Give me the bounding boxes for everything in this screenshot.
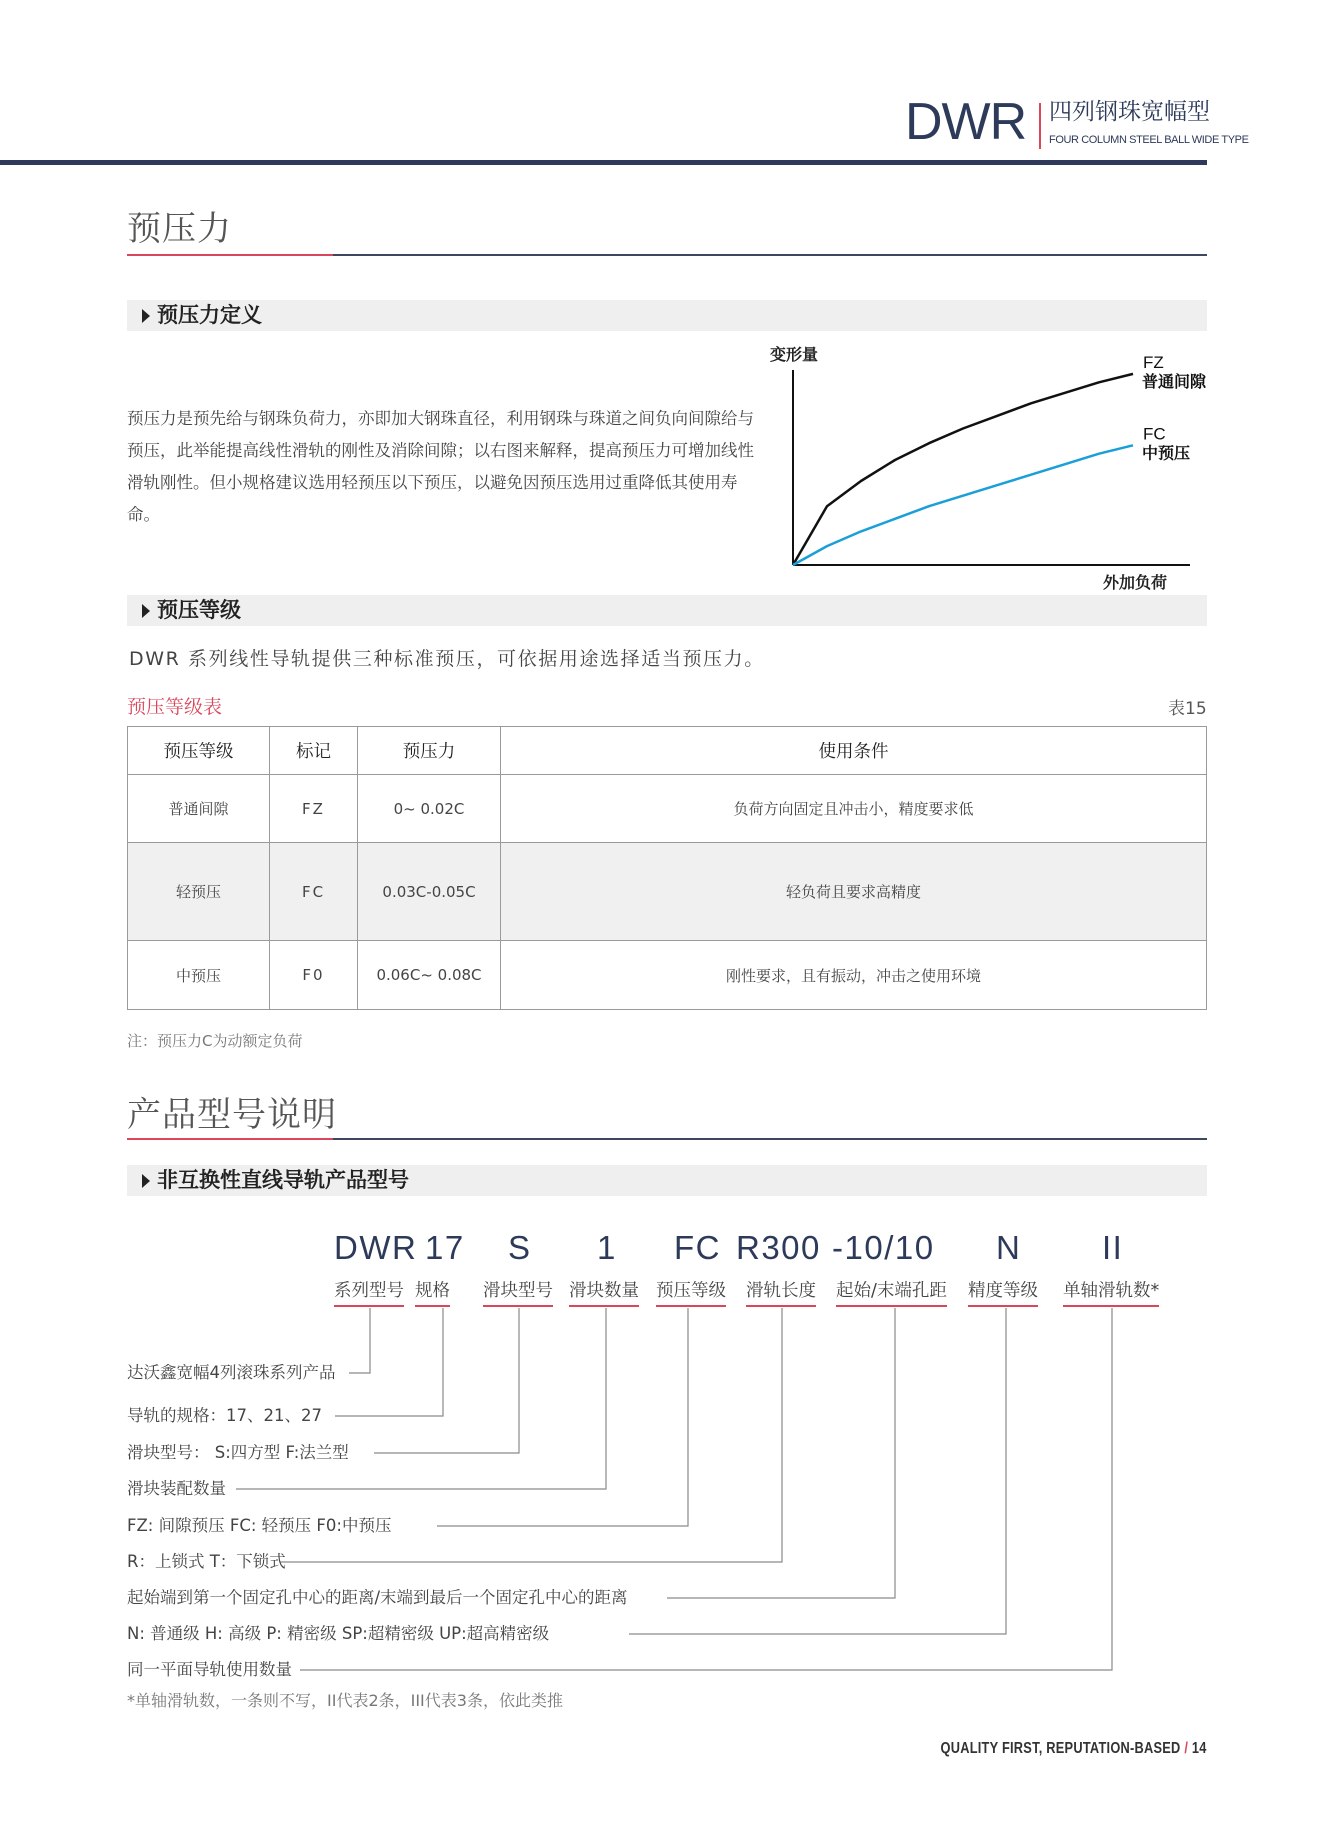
model-code-part: -10/10 <box>832 1229 935 1266</box>
model-code-part: 17 <box>425 1229 465 1266</box>
table-cell: FC <box>270 843 358 941</box>
table-cell: 普通间隙 <box>128 775 270 843</box>
header-bar <box>0 160 1207 165</box>
table-header-cell: 预压力 <box>358 727 501 775</box>
chart-series-name: FC <box>1143 424 1166 444</box>
table-cell: 0~ 0.02C <box>358 775 501 843</box>
model-description: 达沃鑫宽幅4列滚珠系列产品 <box>127 1363 336 1382</box>
header-logo: DWR <box>905 93 1027 151</box>
table-row <box>128 843 1207 941</box>
footer-text: QUALITY FIRST, REPUTATION-BASED <box>940 1740 1181 1757</box>
triangle-bullet-icon <box>142 604 150 618</box>
chart-ylabel: 变形量 <box>770 345 819 364</box>
page-number: 14 <box>1192 1740 1207 1757</box>
grade-table-title: 预压等级表 <box>127 696 223 718</box>
subheading-grade <box>127 595 1207 626</box>
grade-table-number: 表15 <box>1168 699 1207 719</box>
model-description: 同一平面导轨使用数量 <box>127 1660 292 1679</box>
triangle-bullet-icon <box>142 309 150 323</box>
page-footer <box>941 1740 1207 1758</box>
grade-table <box>127 726 1207 1010</box>
model-code-label: 滑轨长度 <box>746 1279 816 1307</box>
table-cell: FZ <box>270 775 358 843</box>
model-code-label: 起始/末端孔距 <box>836 1279 947 1307</box>
model-code-part: DWR <box>334 1229 418 1266</box>
model-description: N: 普通级 H: 高级 P: 精密级 SP:超精密级 UP:超高精密级 <box>127 1624 550 1643</box>
chart-xlabel: 外加负荷 <box>1103 573 1168 592</box>
table-cell: 刚性要求，且有振动，冲击之使用环境 <box>501 941 1207 1010</box>
model-description: 起始端到第一个固定孔中心的距离/末端到最后一个固定孔中心的距离 <box>127 1588 628 1607</box>
model-description: FZ: 间隙预压 FC: 轻预压 F0:中预压 <box>127 1516 392 1535</box>
model-code-part: 1 <box>597 1229 617 1266</box>
table-cell: 轻预压 <box>128 843 270 941</box>
grade-note: 注：预压力C为动额定负荷 <box>127 1032 303 1050</box>
model-footnote: *单轴滑轨数，一条则不写，II代表2条，III代表3条，依此类推 <box>127 1691 563 1710</box>
section-title-preload: 预压力 <box>127 209 232 249</box>
header-title-en: FOUR COLUMN STEEL BALL WIDE TYPE <box>1049 134 1249 146</box>
table-cell: 轻负荷且要求高精度 <box>501 843 1207 941</box>
section-divider <box>127 1138 1207 1140</box>
subheading-model <box>127 1165 1207 1196</box>
table-header-cell: 预压等级 <box>128 727 270 775</box>
connector-line <box>667 1308 895 1598</box>
model-code-label: 滑块数量 <box>569 1279 639 1307</box>
connector-line <box>335 1308 443 1416</box>
connector-line <box>374 1308 519 1453</box>
connector-line <box>629 1308 1006 1634</box>
model-code-label: 单轴滑轨数* <box>1063 1279 1159 1307</box>
table-header-row <box>128 727 1207 775</box>
table-header-cell: 标记 <box>270 727 358 775</box>
chart-series-name: FZ <box>1143 352 1164 372</box>
connector-line <box>300 1308 1112 1670</box>
model-code-part: N <box>996 1229 1022 1266</box>
subheading-grade-label: 预压等级 <box>157 598 241 622</box>
triangle-bullet-icon <box>142 1174 150 1188</box>
model-description: 导轨的规格：17、21、27 <box>127 1406 322 1425</box>
table-cell: 0.06C~ 0.08C <box>358 941 501 1010</box>
chart-series-line-fz <box>793 374 1133 565</box>
section-divider <box>127 254 1207 256</box>
chart-series-line-fc <box>793 445 1133 565</box>
model-code-part: FC <box>674 1229 721 1266</box>
table-cell: 0.03C-0.05C <box>358 843 501 941</box>
connector-line <box>349 1308 370 1373</box>
subheading-model-label: 非互换性直线导轨产品型号 <box>157 1168 409 1192</box>
table-cell: F0 <box>270 941 358 1010</box>
model-code-label: 规格 <box>415 1279 450 1307</box>
model-code-label: 滑块型号 <box>483 1279 553 1307</box>
table-cell: 中预压 <box>128 941 270 1010</box>
table-row <box>128 775 1207 843</box>
model-code-label: 系列型号 <box>334 1279 404 1307</box>
model-code-part: S <box>508 1229 532 1266</box>
model-code-label: 预压等级 <box>656 1279 726 1307</box>
connector-line <box>437 1308 688 1526</box>
table-header-cell: 使用条件 <box>501 727 1207 775</box>
table-row <box>128 941 1207 1010</box>
subheading-definition-label: 预压力定义 <box>157 303 262 327</box>
model-code-part: II <box>1102 1229 1124 1266</box>
preload-chart <box>760 340 1220 600</box>
model-description: 滑块装配数量 <box>127 1479 226 1498</box>
header-separator <box>1039 103 1041 149</box>
subheading-definition <box>127 300 1207 331</box>
definition-text: 预压力是预先给与钢珠负荷力，亦即加大钢珠直径，利用钢珠与珠道之间负向间隙给与预压，此举能提高线性滑轨的刚性及消除间隙；以右图来解释，提高预压力可增加线性滑轨刚性。但小规格建议选用轻预压以下预压，以避免因预压选用过重降低其使用寿命。 <box>127 409 754 524</box>
grade-description: DWR 系列线性导轨提供三种标准预压，可依据用途选择适当预压力。 <box>129 648 765 670</box>
chart-series-label: 普通间隙 <box>1142 371 1207 391</box>
model-code-part: R300 <box>736 1229 821 1266</box>
model-description: R：上锁式 T：下锁式 <box>127 1552 286 1571</box>
header-title-zh: 四列钢珠宽幅型 <box>1049 99 1210 125</box>
table-cell: 负荷方向固定且冲击小，精度要求低 <box>501 775 1207 843</box>
chart-series-label: 中预压 <box>1142 443 1191 463</box>
footer-separator: / <box>1184 1740 1189 1757</box>
section-title-model: 产品型号说明 <box>127 1095 337 1135</box>
model-code-label: 精度等级 <box>968 1279 1038 1307</box>
model-description: 滑块型号： S:四方型 F:法兰型 <box>127 1443 349 1462</box>
